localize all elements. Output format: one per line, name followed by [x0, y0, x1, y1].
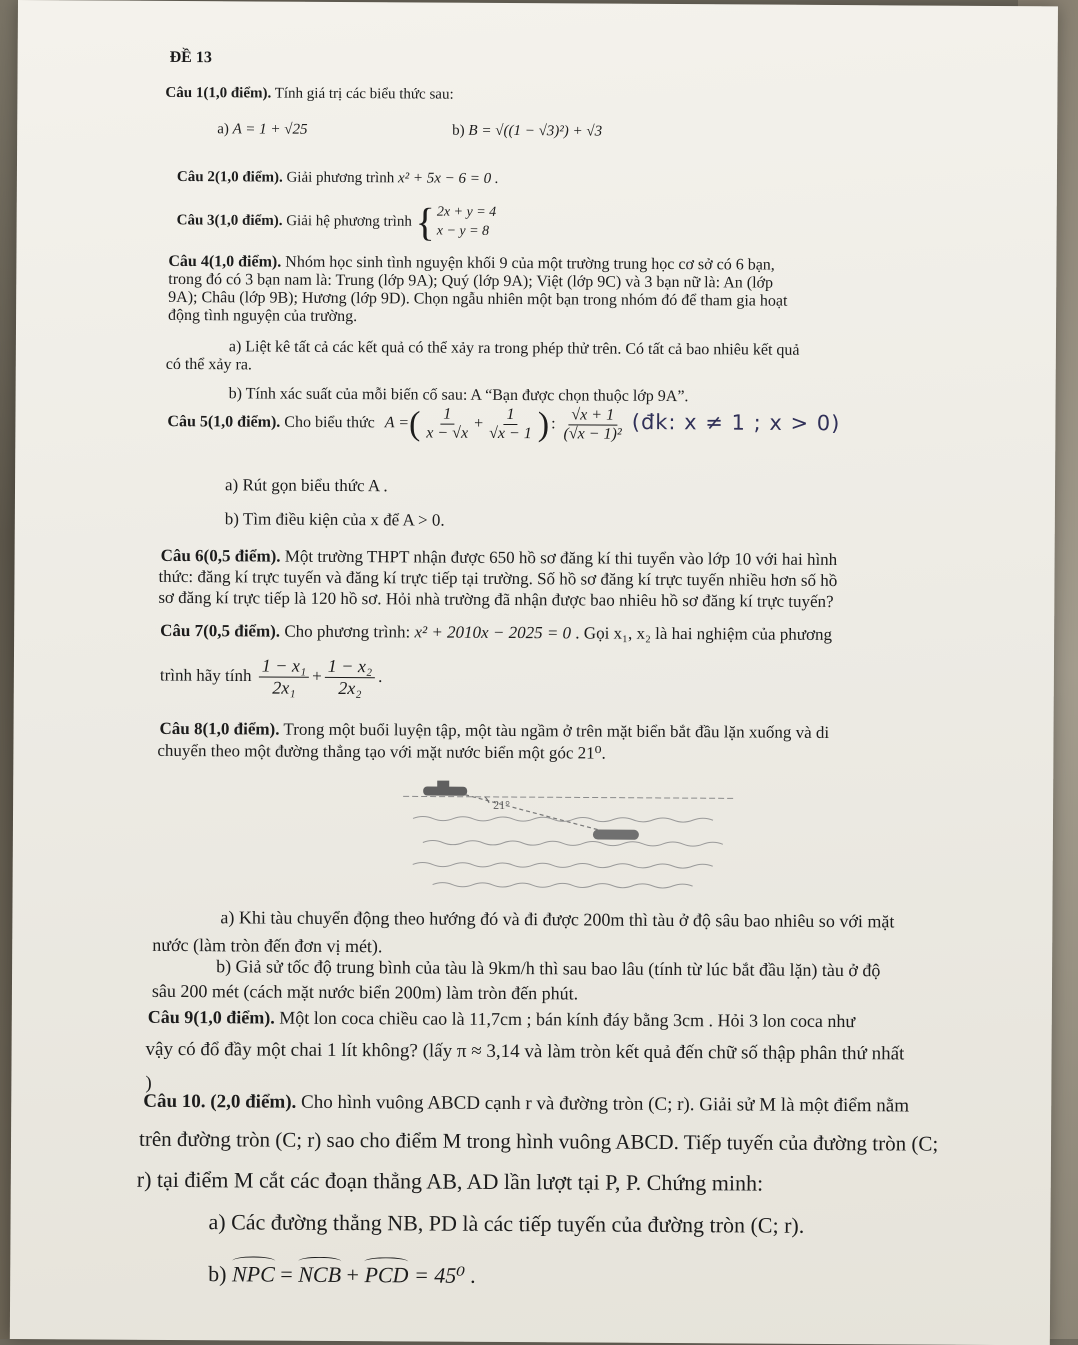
q6-line2: thức: đăng kí trực tuyến và đăng kí trực tiếp tại trường. Số hồ sơ đăng kí trực tuyến nhiều hơn số hồ: [158, 566, 838, 591]
q4-line2: trong đó có 3 bạn nam là: Trung (lớp 9A); Quý (lớp 9A); Việt (lớp 9C) và 3 bạn nữ là: An (lớp: [168, 270, 774, 292]
q5-text: Cho biểu thức: [284, 413, 375, 432]
q4-line4: động tình nguyện của trường.: [168, 306, 358, 326]
q10-b-label: b): [208, 1261, 227, 1287]
q4-a-line1: a) Liệt kê tất cả các kết quả có thể xảy ra trong phép thử trên. Có tất cả bao nhiêu kết quả: [228, 338, 800, 359]
q4-a-line2: có thể xảy ra.: [165, 355, 253, 374]
q8-b-line1: b) Giả sử tốc độ trung bình của tàu là 9km/h thì sau bao lâu (tính từ lúc bắt đầu lặn) tàu ở độ: [216, 956, 881, 981]
angle-pcd: PCD: [364, 1262, 409, 1288]
q7-frac1: $\frac{\text{1 − x₁}}{\text{2x₁}}$: [259, 656, 310, 698]
q4-b-line: b) Tính xác suất của mỗi biến cố sau: A “Bạn được chọn thuộc lớp 9A”.: [228, 385, 689, 406]
q8-label: Câu 8(1,0 điểm).: [159, 718, 280, 739]
q6-label: Câu 6(0,5 điểm).: [160, 545, 281, 566]
q9-line1: Câu 9(1,0 điểm). Một lon coca chiều cao là 11,7cm ; bán kính đáy bằng 3cm . Hỏi 3 lon coca như: [147, 1006, 856, 1032]
q10-line3: r) tại điểm M cắt các đoạn thẳng AB, AD lần lượt tại P, P. Chứng minh:: [136, 1166, 764, 1196]
q8-line1: Câu 8(1,0 điểm). Trong một buổi luyện tập, một tàu ngầm ở trên mặt biển bắt đầu lặn xuống và di: [159, 718, 830, 742]
submarine-illustration: [392, 772, 773, 904]
q5-label: Câu 5(1,0 điểm).: [167, 413, 281, 431]
q5-frac2: $\frac{1}{√x - 1}$: [489, 406, 532, 442]
q5-handwritten-note: (đk: x ≠ 1 ; x > 0): [631, 409, 841, 436]
q10-b-expr-end: = 45⁰ .: [413, 1262, 477, 1288]
q7-line1: [160, 621, 832, 645]
q9-line2: vậy có đổ đầy một chai 1 lít không? (lấy π ≈ 3,14 và làm tròn kết quả đến chữ số thập phân thứ nhất: [145, 1038, 905, 1065]
q7-frac2: $\frac{\text{1 − x₂}}{\text{2x₂}}$: [325, 657, 376, 699]
q1-a: [217, 121, 307, 139]
q6-line1: Câu 6(0,5 điểm). Một trường THPT nhận được 650 hồ sơ đăng kí thi tuyển vào lớp 10 với hai hình: [160, 545, 838, 570]
q10-b-line: b) NPC = NCB + PCD = 45⁰ .: [208, 1261, 477, 1288]
q5-frac1: $\frac{1}{x - √x}$: [426, 405, 469, 442]
q3-label: Câu 3(1,0 điểm).: [176, 212, 283, 230]
q2-label: Câu 2(1,0 điểm).: [176, 168, 283, 186]
q3-eq1: 2x + y = 4: [436, 204, 497, 221]
q1-heading: [165, 85, 453, 104]
q1-label: Câu 1(1,0 điểm).: [165, 84, 272, 102]
q7-equation: x² + 2010x − 2025 = 0: [414, 622, 572, 643]
submarine-underwater-icon: [593, 830, 639, 840]
q8-b-line2: sâu 200 mét (cách mặt nước biển 200m) làm tròn đến phút.: [151, 980, 579, 1004]
q8-a-line1: a) Khi tàu chuyển động theo hướng đó và đi được 200m thì tàu ở độ sâu bao nhiêu so với mặt: [220, 907, 895, 932]
q4-line3: 9A); Châu (lớp 9B); Hương (lớp 9D). Chọn ngẫu nhiên một bạn trong nhóm đó để tham gia hoạt: [168, 288, 788, 310]
q7-line2: trình hãy tính $\frac{\text{1 − x₁}}{\text{2x₁}}$ + $\frac{\text{1 − x₂}}{\text{2x₂}}$ .: [159, 655, 383, 698]
q5-a-line: a) Rút gọn biểu thức A .: [224, 475, 388, 496]
q7-after: . Gọi x₁, x₂ là hai nghiệm của phương: [575, 623, 833, 644]
q1-a-expr: A = 1 + √25: [232, 121, 308, 138]
angle-ncb: NCB: [298, 1261, 342, 1287]
q2-text: Giải phương trình: [286, 169, 395, 187]
q10-label: Câu 10. (2,0 điểm).: [143, 1090, 297, 1113]
q8-a-line2: nước (làm tròn đến đơn vị mét).: [152, 934, 383, 957]
q2: [177, 169, 499, 188]
q8-line2: chuyển theo một đường thẳng tạo với mặt nước biển một góc 21⁰.: [157, 740, 606, 763]
q6-line3: sơ đăng kí trực tiếp là 120 hồ sơ. Hỏi nhà trường đã nhận được bao nhiêu hồ sơ đăng kí trực tuyến?: [158, 587, 834, 611]
angle-label: 21°: [493, 797, 510, 813]
q9-label: Câu 9(1,0 điểm).: [147, 1006, 275, 1028]
q1-b: [452, 123, 602, 141]
q7-label: Câu 7(0,5 điểm).: [160, 620, 281, 641]
q5: Câu 5(1,0 điểm). Cho biểu thức A =( $\frac{1}{x - √x}$ + $\frac{1}{√x - 1}$ ) : $\frac{√x + 1}{\text{(√x − 1)²}}$ (đk: x ≠ 1 ; x > 0): [167, 405, 841, 444]
q2-equation: x² + 5x − 6 = 0 .: [397, 170, 499, 187]
q10-line1: Câu 10. (2,0 điểm). Cho hình vuông ABCD cạnh r và đường tròn (C; r). Giải sử M là một điểm nằm: [143, 1090, 910, 1117]
exam-paper: [10, 0, 1058, 1345]
q5-frac3: $\frac{√x + 1}{\text{(√x − 1)²}}$: [563, 406, 622, 443]
angle-npc: NPC: [231, 1261, 275, 1287]
exam-title: ĐỀ 13: [169, 48, 212, 67]
submarine-surface-icon: [423, 786, 467, 795]
q10-a-line: a) Các đường thẳng NB, PD là các tiếp tuyến của đường tròn (C; r).: [208, 1209, 805, 1238]
q3-eq2: x − y = 8: [436, 223, 490, 239]
q1-a-label: a): [217, 121, 229, 138]
q4-label: Câu 4(1,0 điểm).: [168, 252, 282, 271]
q1-b-label: b): [452, 122, 465, 139]
q3: [177, 201, 497, 243]
q1-text: Tính giá trị các biểu thức sau:: [274, 85, 454, 103]
q1-b-expr: B = √((1 − √3)²) + √3: [468, 122, 603, 140]
q3-text: Giải hệ phương trình: [286, 213, 412, 230]
q5-b-line: b) Tìm điều kiện của x để A > 0.: [224, 509, 445, 530]
system-brace-icon: {: [415, 199, 435, 245]
q3-system: [437, 204, 497, 242]
dive-path-line: [465, 795, 613, 834]
q9-line3: ): [145, 1072, 152, 1094]
q10-line2: trên đường tròn (C; r) sao cho điểm M trong hình vuông ABCD. Tiếp tuyến của đường tròn (C;: [138, 1126, 939, 1156]
q7-line2-text: trình hãy tính: [159, 665, 252, 686]
q7-text: Cho phương trình:: [284, 621, 411, 642]
q4-line1: Câu 4(1,0 điểm). Nhóm học sinh tình nguyện khối 9 của một trường trung học cơ sở có 6 bạn,: [168, 252, 775, 274]
